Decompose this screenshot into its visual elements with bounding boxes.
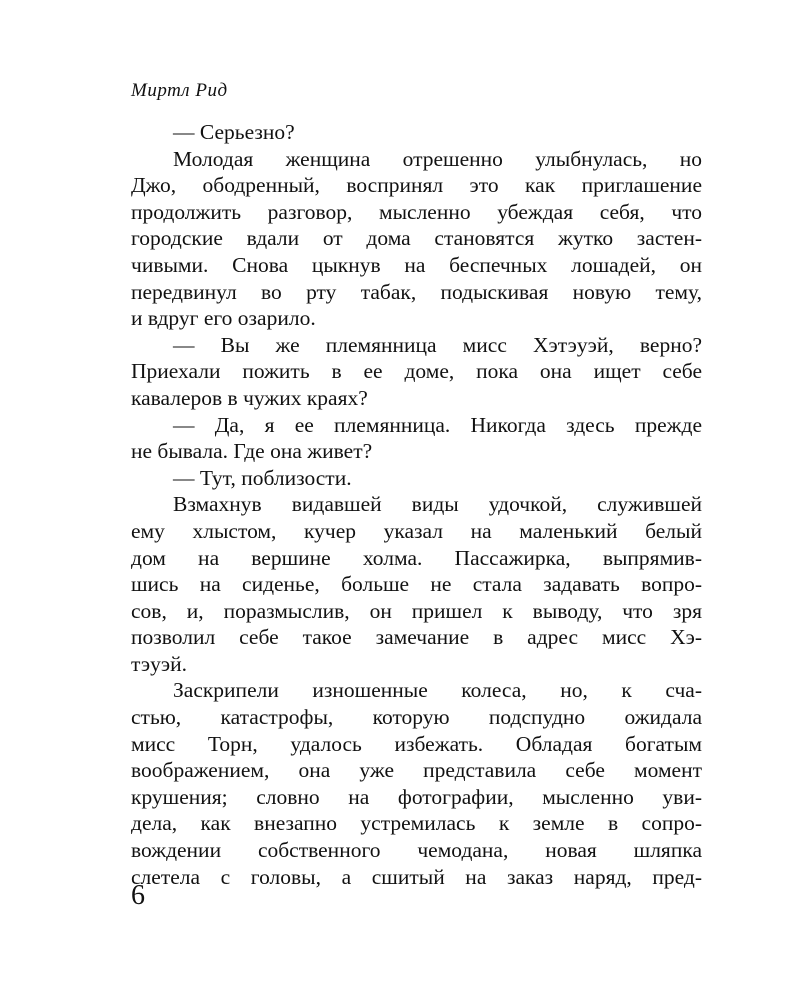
text-line: Джо, ободренный, воспринял это как приглашение xyxy=(131,173,702,198)
text-line: Взмахнув видавшей виды удочкой, служившей xyxy=(173,492,702,517)
text-line: позволил себе такое замечание в адрес мисс Хэ- xyxy=(131,625,702,650)
body-text xyxy=(131,119,702,890)
text-line: вождении собственного чемодана, новая шляпка xyxy=(131,838,702,863)
text-line: продолжить разговор, мысленно убеждая себя, что xyxy=(131,199,702,224)
text-line: сов, и, поразмыслив, он пришел к выводу, что зря xyxy=(131,598,702,623)
text-line: тэуэй. xyxy=(131,651,188,676)
text-line: передвинул во рту табак, подыскивая новую тему, xyxy=(131,279,702,304)
page-number: 6 xyxy=(131,880,145,911)
text-line: Приехали пожить в ее доме, пока она ищет себе xyxy=(131,359,702,384)
text-line: ему хлыстом, кучер указал на маленький белый xyxy=(131,518,702,543)
text-line: чивыми. Снова цыкнув на беспечных лошадей, он xyxy=(131,252,702,277)
text-line: крушения; словно на фотографии, мысленно уви- xyxy=(131,784,702,809)
text-line: слетела с головы, а сшитый на заказ наряд, пред- xyxy=(131,864,702,889)
running-head-author: Миртл Рид xyxy=(131,80,228,101)
text-line: кавалеров в чужих краях? xyxy=(131,385,368,410)
text-line: и вдруг его озарило. xyxy=(131,306,316,331)
text-line: Заскрипели изношенные колеса, но, к сча- xyxy=(173,678,702,703)
text-line: Молодая женщина отрешенно улыбнулась, но xyxy=(173,146,702,171)
text-line: шись на сиденье, больше не стала задавать вопро- xyxy=(131,572,702,597)
text-line: городские вдали от дома становятся жутко застен- xyxy=(131,226,702,251)
text-line: мисс Торн, удалось избежать. Обладая богатым xyxy=(131,731,702,756)
text-line: — Тут, поблизости. xyxy=(173,465,352,490)
text-line: — Серьезно? xyxy=(173,120,295,144)
text-line: стью, катастрофы, которую подспудно ожидала xyxy=(131,705,702,730)
text-line: дела, как внезапно устремилась к земле в сопро- xyxy=(131,811,702,836)
text-line: воображением, она уже представила себе момент xyxy=(131,758,702,783)
text-line: не бывала. Где она живет? xyxy=(131,439,373,464)
text-line: — Вы же племянница мисс Хэтэуэй, верно? xyxy=(173,332,702,357)
text-line: — Да, я ее племянница. Никогда здесь прежде xyxy=(173,412,702,437)
text-line: дом на вершине холма. Пассажирка, выпрямив- xyxy=(131,545,702,570)
